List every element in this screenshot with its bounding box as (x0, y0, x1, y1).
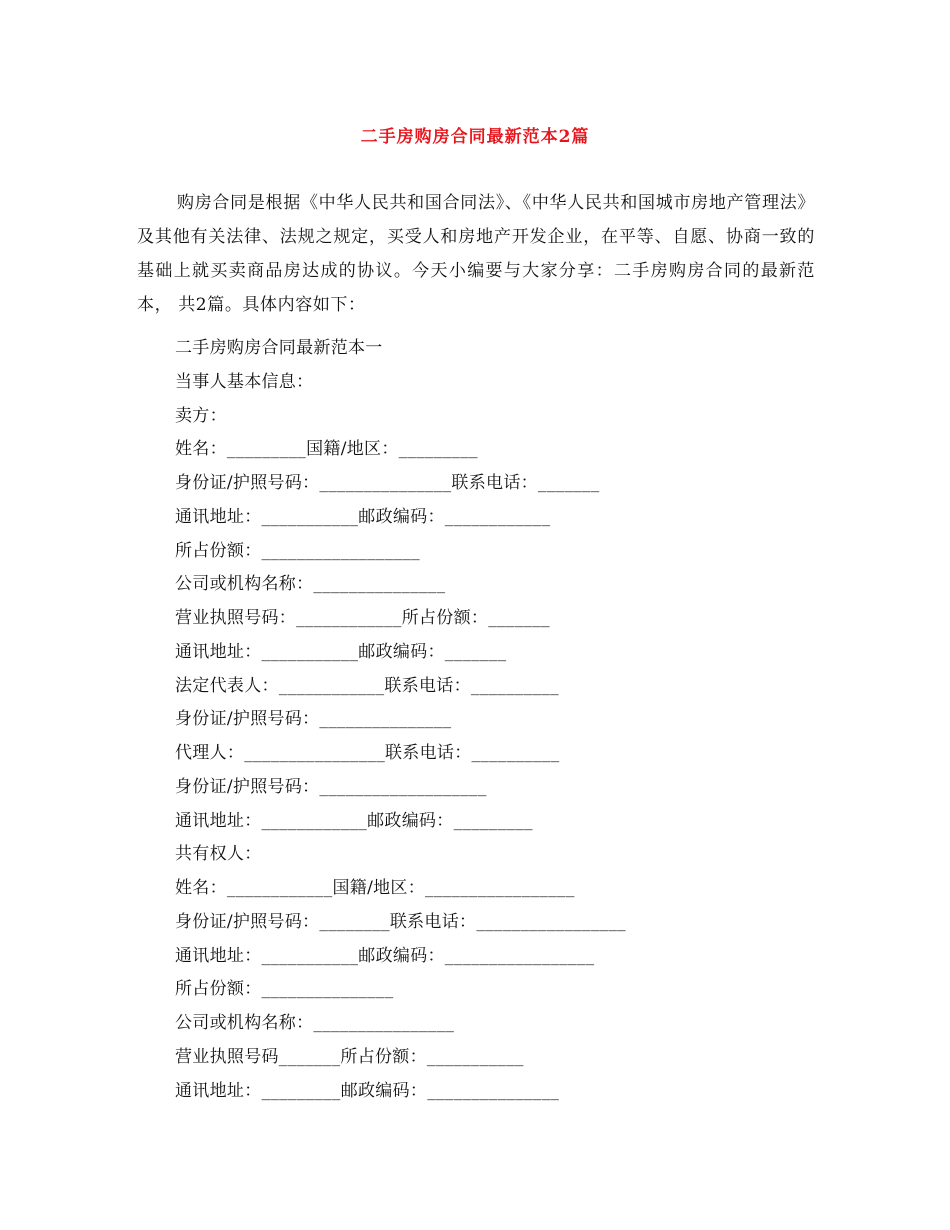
form-line: 通讯地址：_________邮政编码：_______________ (175, 1080, 560, 1101)
form-line: 姓名：____________国籍/地区：_________________ (175, 878, 575, 898)
form-line: 通讯地址：___________邮政编码：____________ (175, 506, 551, 527)
form-line: 通讯地址：___________邮政编码：_______ (175, 641, 507, 662)
form-line: 通讯地址：____________邮政编码：_________ (175, 810, 533, 831)
form-line: 代理人：________________联系电话：__________ (175, 743, 560, 763)
form-line: 法定代表人：____________联系电话：__________ (175, 675, 559, 696)
party-info-heading: 当事人基本信息： (175, 371, 314, 392)
intro-paragraph: 购房合同是根据《中华人民共和国合同法》、《中华人民共和国城市房地产管理法》及其他有关法律、法规之规定，买受人和房地产开发企业，在平等、自愿、协商一致的基础上就买卖商品房达成的协议。今天小编要与大家分享：二手房购房合同的最新范本， 共2篇。具体内容如下： (137, 193, 815, 315)
form-line: 身份证/护照号码：_______________联系电话：_______ (175, 473, 600, 493)
form-line: 身份证/护照号码：________联系电话：_________________ (175, 911, 626, 932)
form-line: 姓名：_________国籍/地区：_________ (175, 439, 478, 460)
form-line: 通讯地址：___________邮政编码：_________________ (175, 945, 595, 966)
document-title: 二手房购房合同最新范本2篇 (360, 127, 590, 147)
seller-heading: 卖方： (175, 405, 227, 426)
form-line: 身份证/护照号码：_______________ (175, 709, 452, 730)
form-line: 所占份额：__________________ (175, 540, 420, 561)
form-line: 所占份额：_______________ (175, 979, 394, 1000)
section-heading: 二手房购房合同最新范本一 (175, 338, 383, 358)
form-line: 营业执照号码：____________所占份额：_______ (175, 608, 550, 628)
form-line: 身份证/护照号码：___________________ (175, 776, 487, 797)
form-line: 公司或机构名称：_______________ (175, 574, 446, 595)
co-owner-heading: 共有权人： (175, 844, 262, 865)
contract-lines (175, 332, 875, 1108)
form-line: 公司或机构名称：________________ (175, 1013, 455, 1033)
form-line: 营业执照号码_______所占份额：___________ (175, 1046, 524, 1067)
